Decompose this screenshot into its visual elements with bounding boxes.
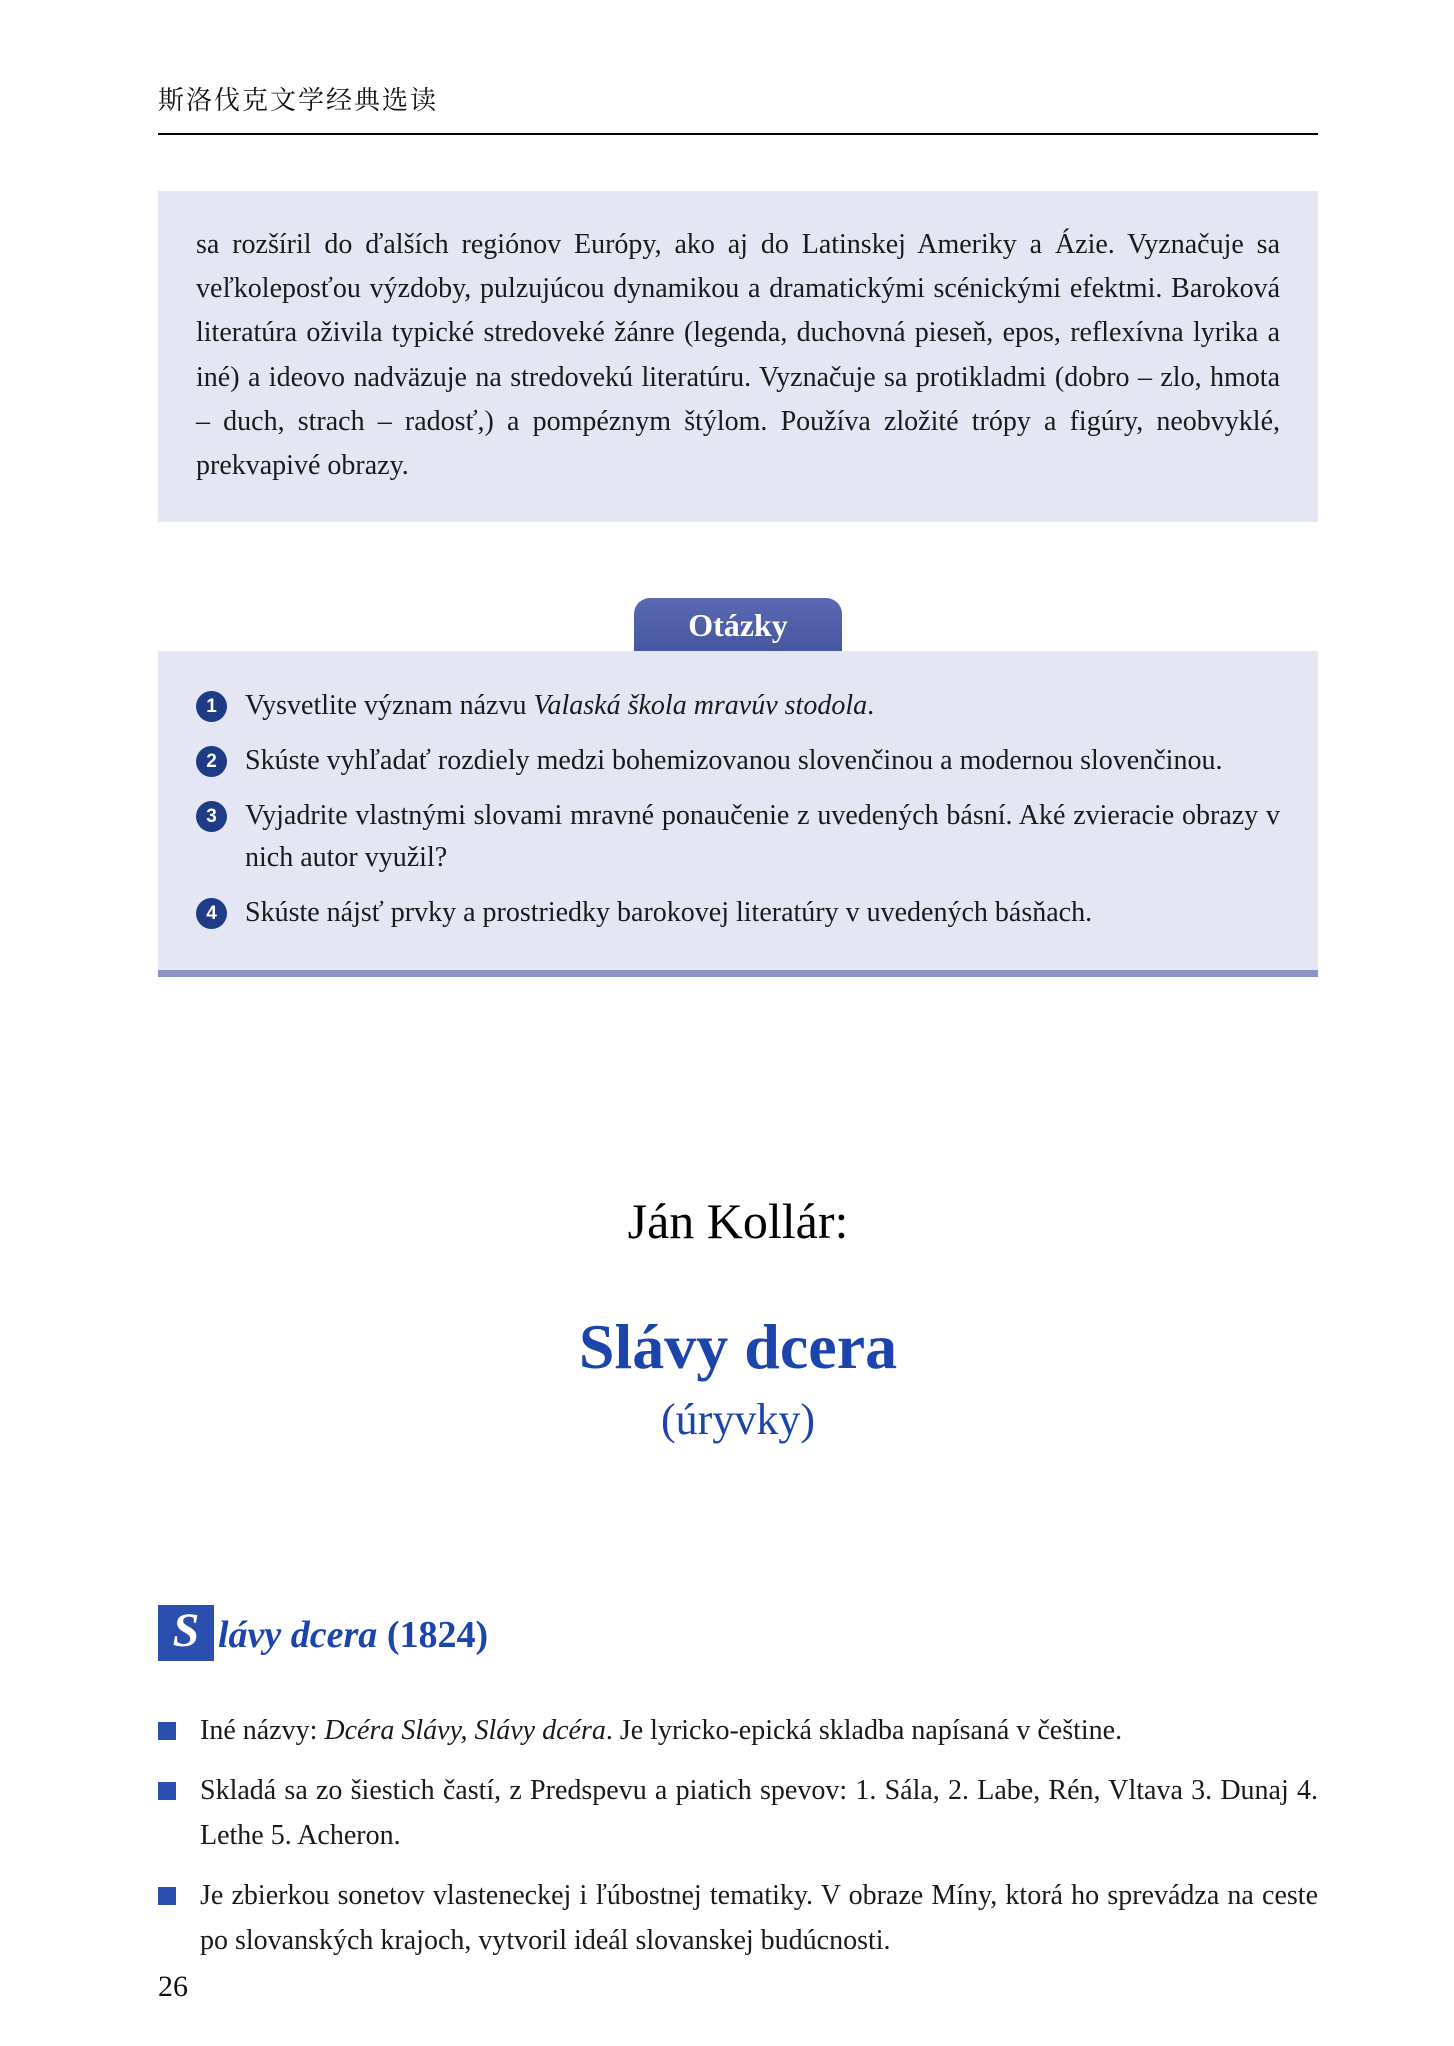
question-text: Skúste nájsť prvky a prostriedky barokovej literatúry v uvedených básňach. — [245, 897, 1093, 929]
running-head: 斯洛伐克文学经典选读 — [158, 86, 439, 115]
question-item — [196, 685, 1280, 727]
list-item-text — [200, 1709, 1318, 1754]
list-item — [158, 1769, 1318, 1859]
questions-section — [158, 598, 1318, 977]
work-title: Slávy dcera — [578, 1311, 898, 1383]
question-number-badge: 3 — [196, 801, 227, 832]
header-rule — [158, 133, 1318, 135]
question-number-badge: 2 — [196, 746, 227, 777]
question-text-suffix: . — [867, 690, 875, 722]
page-number: 26 — [158, 1970, 188, 2003]
question-text: Vyjadrite vlastnými slovami mravné ponaučenie z uvedených básní. Aké zvieracie obrazy v nich autor využil? — [245, 800, 1280, 874]
author-heading: Ján Kollár: — [627, 1193, 849, 1250]
section-initial-letter: S — [172, 1604, 200, 1658]
work-subtitle: (úryvky) — [661, 1395, 815, 1445]
section-header — [158, 1605, 1318, 1661]
list-item-text: Skladá sa zo šiestich častí, z Predspevu a piatich spevov: 1. Sála, 2. Labe, Rén, Vltava 3. Dunaj 4. Lethe 5. Acheron. — [200, 1775, 1318, 1851]
question-text: Skúste vyhľadať rozdiely medzi bohemizovanou slovenčinou a modernou slovenčinou. — [245, 745, 1223, 777]
question-work-title: Valaská škola mravúv stodola — [533, 690, 868, 722]
question-item — [196, 892, 1280, 934]
section-title-year: (1824) — [377, 1614, 489, 1657]
list-item-work-titles: Dcéra Slávy, Slávy dcéra — [324, 1715, 606, 1747]
question-text-prefix: Vysvetlite význam názvu — [245, 690, 534, 722]
list-item-text: Je zbierkou sonetov vlasteneckej i ľúbostnej tematiky. V obraze Míny, ktorá ho sprevádza na ceste po slovanských krajoch, vytvoril ideál slovanskej budúcnosti. — [200, 1879, 1318, 1956]
facts-list — [158, 1709, 1318, 1963]
list-item-prefix: Iné názvy: — [200, 1715, 325, 1747]
question-item — [196, 795, 1280, 879]
questions-tab: Otázky — [634, 598, 842, 651]
section-initial-box — [158, 1605, 214, 1661]
square-bullet-icon — [158, 1782, 176, 1800]
square-bullet-icon — [158, 1887, 176, 1905]
list-item — [158, 1709, 1318, 1754]
list-item-suffix: . Je lyricko-epická skladba napísaná v češtine. — [605, 1715, 1123, 1747]
question-number-badge: 4 — [196, 898, 227, 929]
list-item — [158, 1874, 1318, 1964]
intro-paragraph: sa rozšíril do ďalších regiónov Európy, ako aj do Latinskej Ameriky a Ázie. Vyznačuje sa veľkoleposťou výzdoby, pulzujúcou dynamikou a dramatickými scénickými efektmi. Baroková literatúra oživila typické stredoveké žánre (legenda, duchovná pieseň, epos, reflexívna lyrika a iné) a ideovo nadväzuje na stredovekú literatúru. Vyznačuje sa protikladmi (dobro – zlo, hmota – duch, strach – radosť,) a pompéznym štýlom. Používa zložité trópy a figúry, neobvyklé, prekvapivé obrazy. — [196, 229, 1280, 482]
questions-box — [158, 651, 1318, 977]
intro-text-box — [158, 191, 1318, 522]
section-title — [218, 1613, 488, 1661]
question-text — [245, 685, 1280, 727]
square-bullet-icon — [158, 1722, 176, 1740]
section-title-text: lávy dcera — [218, 1614, 378, 1657]
question-item — [196, 740, 1280, 782]
question-number-badge: 1 — [196, 691, 227, 722]
